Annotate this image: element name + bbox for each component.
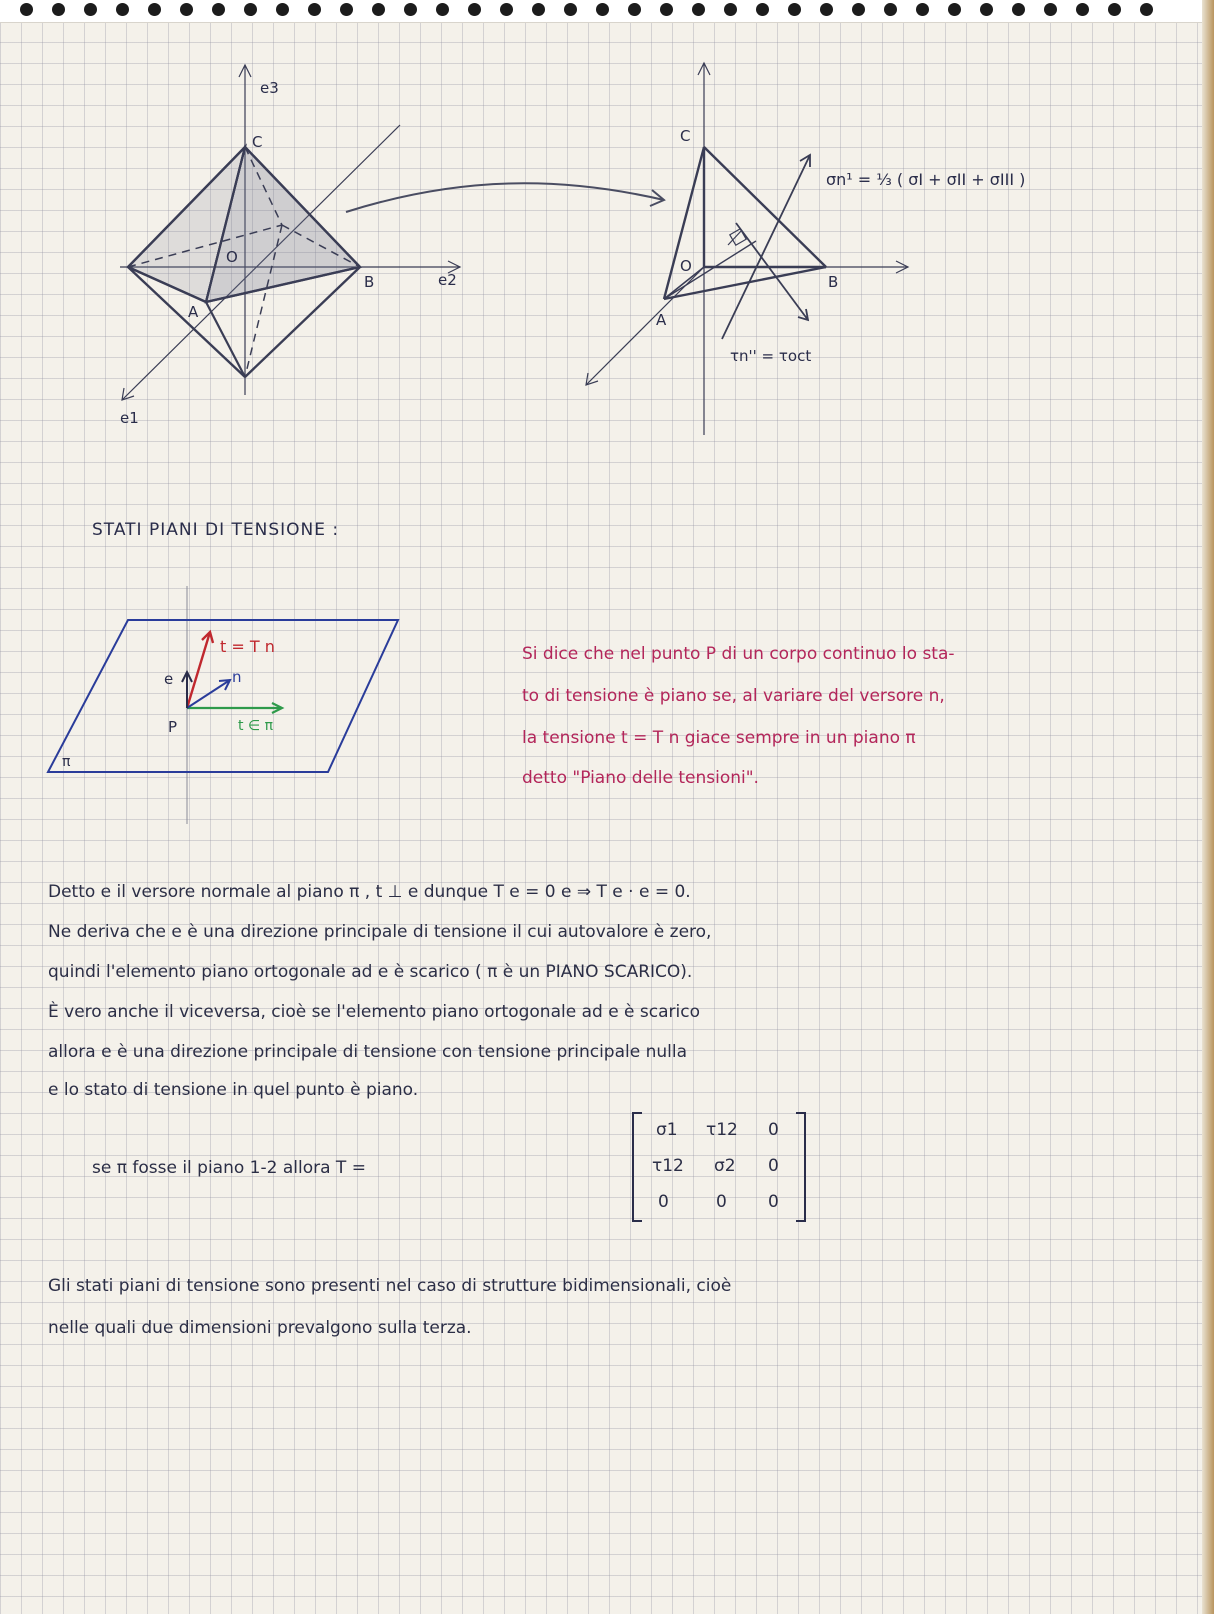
paragraph-line: Gli stati piani di tensione sono presenti nel caso di strutture bidimensionali, cioè [48, 1276, 732, 1296]
spiral-hole [628, 3, 641, 16]
spiral-hole [724, 3, 737, 16]
spiral-hole [884, 3, 897, 16]
definition-line: to di tensione è piano se, al variare del versore n, [522, 686, 945, 706]
paragraph-line: Detto e il versore normale al piano π , t ⊥ e dunque T e = 0 e ⇒ T e · e = 0. [48, 882, 691, 902]
tau-oct-formula: τn'' = τoct [730, 347, 812, 365]
t-in-pi-label: t ∈ π [238, 718, 274, 734]
spiral-hole [500, 3, 513, 16]
spiral-hole [436, 3, 449, 16]
spiral-hole [212, 3, 225, 16]
spiral-hole [788, 3, 801, 16]
tetrahedron-figure [580, 55, 1090, 445]
spiral-hole [596, 3, 609, 16]
notebook-spiral [0, 0, 1214, 23]
spiral-hole [980, 3, 993, 16]
vertex-o-label: O [680, 257, 692, 275]
axis-e2-label: e2 [438, 271, 457, 289]
spiral-hole [276, 3, 289, 16]
vertex-b-label: B [364, 273, 375, 291]
spiral-hole [468, 3, 481, 16]
paragraph-line: Ne deriva che e è una direzione principale di tensione il cui autovalore è zero, [48, 922, 712, 942]
spiral-hole [1108, 3, 1121, 16]
spiral-hole [948, 3, 961, 16]
matrix-intro: se π fosse il piano 1-2 allora T = [92, 1158, 366, 1178]
paragraph-line: quindi l'elemento piano ortogonale ad e è scarico ( π è un PIANO SCARICO). [48, 962, 693, 982]
vertex-a-label: A [188, 303, 199, 321]
paragraph-line: allora e è una direzione principale di tensione con tensione principale nulla [48, 1042, 688, 1062]
spiral-hole [564, 3, 577, 16]
pi-label: π [62, 754, 71, 770]
matrix-cell: 0 [768, 1156, 779, 1176]
spiral-hole [852, 3, 865, 16]
definition-line: la tensione t = T n giace sempre in un piano π [522, 728, 916, 748]
sigma-n-formula: σn¹ = ⅓ ( σI + σII + σIII ) [826, 170, 1026, 189]
spiral-hole [52, 3, 65, 16]
matrix-cell: σ2 [714, 1156, 736, 1176]
spiral-hole [308, 3, 321, 16]
matrix-cell: 0 [658, 1192, 669, 1212]
vertex-c-label: C [680, 127, 691, 145]
section-title: STATI PIANI DI TENSIONE : [92, 520, 340, 540]
definition-line: detto "Piano delle tensioni". [522, 768, 759, 788]
stress-plane-figure [42, 580, 412, 830]
octahedron-figure [100, 55, 470, 445]
point-p-label: P [168, 718, 178, 736]
vertex-o-label: O [226, 248, 238, 266]
vertex-c-label: C [252, 133, 263, 151]
page-edge [1202, 0, 1214, 1614]
axis-e1-label: e1 [120, 409, 139, 427]
spiral-hole [340, 3, 353, 16]
matrix-cell: 0 [716, 1192, 727, 1212]
spiral-hole [84, 3, 97, 16]
spiral-hole [532, 3, 545, 16]
spiral-hole [404, 3, 417, 16]
paragraph-line: e lo stato di tensione in quel punto è piano. [48, 1080, 419, 1100]
vertex-b-label: B [828, 273, 839, 291]
matrix-cell: σ1 [656, 1120, 678, 1140]
matrix-cell: 0 [768, 1120, 779, 1140]
e-vector-label: e [164, 670, 174, 688]
spiral-hole [756, 3, 769, 16]
spiral-hole [1012, 3, 1025, 16]
matrix-cell: τ12 [652, 1156, 684, 1176]
matrix-cell: 0 [768, 1192, 779, 1212]
spiral-hole [692, 3, 705, 16]
paragraph-line: nelle quali due dimensioni prevalgono sulla terza. [48, 1318, 472, 1338]
spiral-hole [820, 3, 833, 16]
paragraph-line: È vero anche il viceversa, cioè se l'elemento piano ortogonale ad e è scarico [48, 1002, 701, 1022]
axis-e3-label: e3 [260, 79, 279, 97]
spiral-hole [372, 3, 385, 16]
n-vector-label: n [232, 668, 242, 686]
spiral-hole [20, 3, 33, 16]
t-equals-tn-label: t = T n [220, 637, 275, 656]
spiral-hole [1140, 3, 1153, 16]
spiral-hole [1044, 3, 1057, 16]
definition-line: Si dice che nel punto P di un corpo continuo lo sta- [522, 644, 955, 664]
stress-matrix [632, 1112, 806, 1222]
spiral-hole [116, 3, 129, 16]
spiral-hole [660, 3, 673, 16]
spiral-hole [244, 3, 257, 16]
spiral-hole [180, 3, 193, 16]
spiral-hole [148, 3, 161, 16]
matrix-cell: τ12 [706, 1120, 738, 1140]
spiral-hole [1076, 3, 1089, 16]
spiral-hole [916, 3, 929, 16]
vertex-a-label: A [656, 311, 667, 329]
